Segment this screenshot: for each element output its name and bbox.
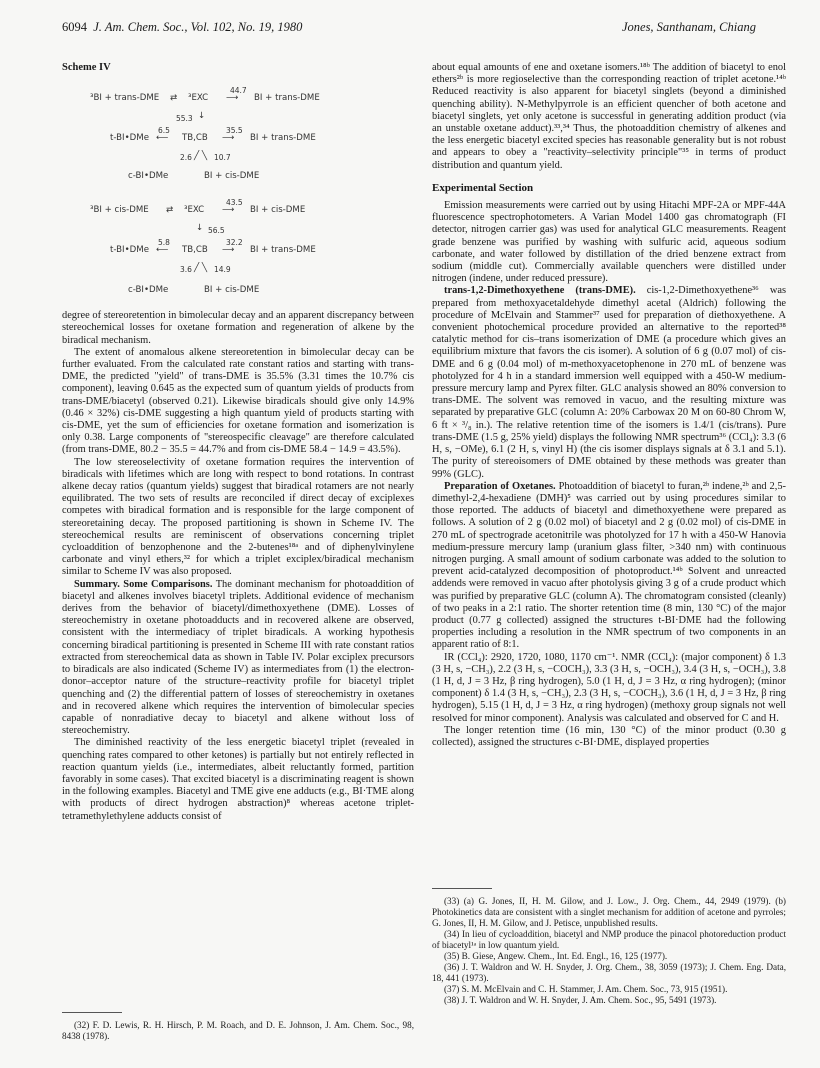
scheme-a-k2: 55.3 [176, 114, 193, 124]
scheme-b-decay-product: BI + cis-DME [250, 205, 306, 216]
footnote-34: (34) In lieu of cycloaddition, biacetyl and NMP produce the pinacol photoreduction product of biacetyl¹ᵃ in low quantum yield. [432, 929, 786, 950]
scheme-a-cis-oxetane: c-BI•DMe [128, 171, 169, 182]
scheme-b-biradicals: TB,CB [182, 245, 208, 256]
scheme-b-trans-oxetane: t-BI•DMe [110, 245, 149, 256]
scheme-a-trans-product: BI + trans-DME [250, 133, 316, 144]
scheme-b-k1: 43.5 [226, 198, 243, 208]
right-paragraph-0: about equal amounts of ene and oxetane isomers.¹⁸ᵇ The addition of biacetyl to enol ethers²ᵇ is more regioselective than the corresponding reaction of triplet acetone.¹⁴ᵇ Reduced reactivity is also apparent for biacetyl singlets (beyond a diminished quenching ability). N-Methylpyrrole is an efficient quencher of both acetone and biacetyl singlets, yet only acetone is successful in generating addition product (via an unstable oxetane adduct).³³,³⁴ Thus, the photoaddition chemistry of alkenes and the less energetic biacetyl excited species has reasonable generality but is not robust and appears to obey a "reactivity–selectivity principle"³⁵ in terms of product distribution and quantum yield. [432, 62, 786, 171]
scheme-b-trans-product: BI + trans-DME [250, 245, 316, 256]
right-column [432, 62, 786, 749]
running-header-left [62, 20, 302, 35]
left-paragraph-2: The low stereoselectivity of oxetane formation requires the intervention of biradicals with lifetimes which are long with respect to bond rotations. In contrast alkene decay ratios (quantum yields) suggest that biradical rotamers are not nearly equilibrated. The two sets of results are reconciled if direct decay of exciplexes competes with biradical formation and is responsible for the large component of stereoretaining decay. The proposed partitioning is shown in Scheme IV. The stereochemical results are reminiscent of observations concerning triplet cycloaddition of benzophenone and the 2-butenes¹⁸ᵃ and of diphenylvinylene carbonate and vinyl ethers,³² for which a triplet exciplex/biradical mechanism similar to Scheme IV was also proposed. [62, 456, 414, 578]
footnote-38: (38) J. T. Waldron and W. H. Snyder, J. Am. Chem. Soc., 95, 5491 (1973). [444, 995, 717, 1005]
scheme-b-branch: ╱ ╲ [194, 263, 208, 274]
scheme-b-k6: 14.9 [214, 265, 231, 275]
right-paragraph-5: The longer retention time (16 min, 130 °C) of the minor product (0.30 g collected), assigned the structures c-BI·DME, displayed properties [432, 724, 786, 748]
left-paragraph-1: The extent of anomalous alkene stereoretention in bimolecular decay can be further evaluated. From the calculated rate constant ratios and starting with trans-DME, the predicted "yield" of trans-DME is 35.5% (3.31 times the 10.7% cis component), leaving 0.645 as the expected sum of quantum yields of products from trans-DME/biacetyl (observed 0.21). Likewise biradicals should give only 14.9% (0.46 × 32%) cis-DME suggesting a high quantum yield of products starting with cis-DME, yet the sum of efficiencies for oxetane formation and isomerization is only 0.38. Large components of "stereospecific cleavage" are therefore calculated (from trans-DME, 80.2 − 35.5 = 44.7% and from cis-DME 58.4 − 14.9 = 43.5%). [62, 346, 414, 456]
scheme-a-arrow-2: ⟵ [156, 133, 169, 144]
scheme-a-k1: 44.7 [230, 86, 247, 96]
scheme-a-k3: 6.5 [158, 126, 170, 136]
scheme-b-down-arrow: ↓ [196, 223, 204, 234]
scheme-b-exciplex: ³EXC [184, 205, 205, 216]
footnote-rule-right [432, 888, 492, 889]
scheme-b-arrow-3: ⟶ [222, 245, 235, 256]
scheme-b-reactants: ³BI + cis-DME [90, 205, 149, 216]
left-paragraph-3 [62, 579, 414, 738]
footnote-37: (37) S. M. McElvain and C. H. Stammer, J. Am. Chem. Soc., 73, 915 (1951). [444, 984, 728, 994]
left-paragraph-4: The diminished reactivity of the less energetic biacetyl triplet (revealed in quenching rates compared to other ketones) is partially but not entirely reflected in reaction quantum yields (i.e., intermediates, albeit reluctantly formed, partition favorably in some cases). That excited biacetyl is a discriminating reagent is shown in the following examples. Biacetyl and TME give ene adducts (e.g., BI·TME along with products of direct hydrogen abstraction)⁸ whereas acetone triplet-tetramethylethylene adducts consist of [62, 737, 414, 822]
scheme-a-k5: 2.6 [180, 153, 192, 163]
oxetanes-heading: Preparation of Oxetanes. [444, 480, 556, 492]
scheme-a-arrow-3: ⟶ [222, 133, 235, 144]
scheme-a-k4: 35.5 [226, 126, 243, 136]
footnote-35: (35) B. Giese, Angew. Chem., Int. Ed. Engl., 16, 125 (1977). [444, 951, 668, 961]
scheme-a-exciplex: ³EXC [188, 93, 209, 104]
experimental-section-heading: Experimental Section [432, 181, 534, 194]
right-paragraph-3 [432, 481, 786, 652]
left-paragraph-0: degree of stereoretention in bimolecular decay and an apparent discrepancy between stereochemical losses for oxetane formation and regeneration of alkene by the biradical mechanism. [62, 310, 414, 346]
scheme-a-reactants: ³BI + trans-DME [90, 93, 160, 104]
scheme-a-biradicals: TB,CB [182, 133, 208, 144]
scheme-a-down-arrow: ↓ [198, 111, 206, 122]
scheme-b-k2: 56.5 [208, 226, 225, 236]
right-paragraph-4: IR (CCl₄): 2920, 1720, 1080, 1170 cm⁻¹. NMR (CCl₄): (major component) δ 1.3 (3 H, s, −CH₃), 2.2 (3 H, s, −COCH₃), 3.3 (3 H, s, −OCH₃), 3.4 (3 H, s, −OCH₃), 3.8 (1 H, d, J = 3 Hz, β ring hydrogen), 5.0 (1 H, d, J = 3 Hz, α ring hydrogen); (minor component) δ 1.4 (3 H, s, −CH₃), 2.3 (3 H, s, −COCH₃), 3.6 (1 H, d, J = 3 Hz, β ring hydrogen), 5.15 (1 H, d, J = 3 Hz, α ring hydrogen) (methoxy group signals not well resolved for minor component). Analysis was calculated and observed for C and H. [432, 651, 786, 724]
right-paragraph-2 [432, 285, 786, 480]
oxetanes-text: Photoaddition of biacetyl to furan,²ᵇ indene,²ᵇ and 2,5-dimethyl-2,4-hexadiene (DMH)⁵ was carried out by using procedures similar to those reported. The adducts of biacetyl and dimethoxyethene were prepared as follows. A solution of 2 g (0.02 mol) of biacetyl and 2 g (0.02 mol) of cis-DME in 270 mL of spectrograde acetonitrile was photolyzed for 17 h with a 450-W Hanovia medium-pressure mercury lamp (uranium glass filter, >340 nm) with continuous nitrogen purging. A small amount of sodium carbonate was added to the solution to prevent acid-catalyzed decomposition of photoproduct.¹⁴ᵇ Solvent and unreacted addends were removed in vacuo after photolysis giving 3 g of a crude product which was purified by preparative GLC (column A). The chromatogram consisted (cleanly) of two peaks in a 2:1 ratio. The shorter retention time (8 min, 130 °C) of the major product (0.77 g collected) assigned the structures t-BI·DME had the following properties including a resolution in the NMR spectrum of two components in an apparent ratio of 8:1. [432, 480, 787, 651]
trans-dme-text: cis-1,2-Dimethoxyethene³⁶ was prepared from methoxyacetaldehyde dimethyl acetal (Aldrich) following the procedure of McElvain and Stammer³⁷ used for preparation of diethoxyethene. A convenient photochemical procedure provided an alternative to the reported³⁸ catalytic method for cis–trans isomerization of DME (a procedure which gives an equilibrium mixture that favors the cis isomer). A solution of 6 g (0.07 mol) of cis-DME and 6 g (0.04 mol) of m-methoxyacetophenone in 270 mL of benzene was photolyzed for 4 h in a standard immersion well equipped with a 450-W medium-pressure mercury lamp and Pyrex filter. GLC analysis showed an 80% conversion to trans-DME. The solvent was removed in vacuo, and the resulting mixture was separated by preparative GLC (column A: 20% Carbowax 20 M on 60-80 Chrom W, 6 ft × ³/₈ in.). The relative retention time of the isomers is 1.4/1 (cis/trans). Pure trans-DME (1.5 g, 25% yield) displays the following NMR spectrum³⁶ (CCl₄): 3.3 (6 H, s, −OMe), 6.1 (2 H, s, vinyl H) (the cis isomer displays signals at δ 3.1 and 5.1). The purity of stereoisomers of DME obtained by these methods was greater than 99% (GLC). [432, 285, 786, 480]
scheme-a-trans-oxetane: t-BI•DMe [110, 133, 149, 144]
scheme-iv-diagram [62, 78, 414, 310]
scheme-b-k3: 5.8 [158, 238, 170, 248]
left-column [62, 62, 414, 823]
footnotes-right [432, 896, 786, 1006]
scheme-b-cis-product: BI + cis-DME [204, 285, 260, 296]
footnote-32-text: (32) F. D. Lewis, R. H. Hirsch, P. M. Roach, and D. E. Johnson, J. Am. Chem. Soc., 98, 8438 (1978). [62, 1020, 414, 1041]
journal-citation: J. Am. Chem. Soc., Vol. 102, No. 19, 1980 [93, 20, 303, 34]
scheme-b-arrow-2: ⟵ [156, 245, 169, 256]
scheme-a-cis-product: BI + cis-DME [204, 171, 260, 182]
page-number: 6094 [62, 20, 87, 34]
scheme-b-cis-oxetane: c-BI•DMe [128, 285, 169, 296]
footnote-33: (33) (a) G. Jones, II, H. M. Gilow, and J. Low., J. Org. Chem., 44, 2949 (1979). (b) Photokinetics data are consistent with a singlet mechanism for addition of acetone and pyrroles; G. Jones, II, H. M. Gilow, and J. Petisce, unpublished results. [432, 896, 786, 928]
scheme-b-k5: 3.6 [180, 265, 192, 275]
footnote-32 [62, 1020, 414, 1042]
scheme-b-arrow-1: ⟶ [222, 205, 235, 216]
scheme-b-k4: 32.2 [226, 238, 243, 248]
trans-dme-heading: trans-1,2-Dimethoxyethene (trans-DME). [444, 285, 636, 297]
summary-text: The dominant mechanism for photoaddition of biacetyl and alkenes involves biacetyl triplets. Additional evidence of mechanism derives from the behavior of biacetyl/dimethoxyethene (DME). Losses of stereochemistry in oxetane photoadducts and in recovered alkene are observed, consistent with the intermediacy of triplet biradicals. A working hypothesis concerning biradical partitioning is presented in Scheme III with rate constant ratios extracted from stereochemical data as shown in Table IV. Polar exciplex precursors to biradicals are also indicated (Scheme IV) as intermediates from (1) the electron-donor–acceptor nature of the structure–reactivity profile for biacetyl triplet quenching and (2) the differential pattern of losses of stereochemistry in oxetanes and in recovered alkene which requires the intervention of bimolecular species capable of nonradiative decay to biacetyl and alkene without loss of stereochemistry. [62, 578, 414, 737]
scheme-a-decay-product: BI + trans-DME [254, 93, 320, 104]
footnote-36: (36) J. T. Waldron and W. H. Snyder, J. Org. Chem., 38, 3059 (1973); J. Chem. Eng. Data, 18, 441 (1973). [432, 962, 786, 983]
scheme-b-equilibrium-arrow: ⇄ [166, 205, 174, 216]
scheme-title: Scheme IV [62, 62, 111, 73]
scheme-a-arrow-1: ⟶ [226, 93, 239, 104]
scheme-a-k6: 10.7 [214, 153, 231, 163]
summary-heading: Summary. Some Comparisons. [74, 578, 213, 590]
scheme-a-equilibrium-arrow: ⇄ [170, 93, 178, 104]
footnote-rule-left [62, 1012, 122, 1013]
right-paragraph-1: Emission measurements were carried out by using Hitachi MPF-2A or MPF-44A fluorescence spectrophotometers. A Varian Model 1400 gas chromatograph (FI detector, nitrogen carrier gas) was used for analytical GLC measurements. Reagent grade benzene was purified by washing with sulfuric acid, aqueous sodium carbonate, and water followed by distillation of the dried benzene extract from sodium (middle cut). Commercially available quenchers were distilled under nitrogen (indene, under reduced pressure). [432, 200, 786, 285]
scheme-a-branch: ╱ ╲ [194, 151, 208, 162]
running-header-authors: Jones, Santhanam, Chiang [621, 20, 756, 34]
